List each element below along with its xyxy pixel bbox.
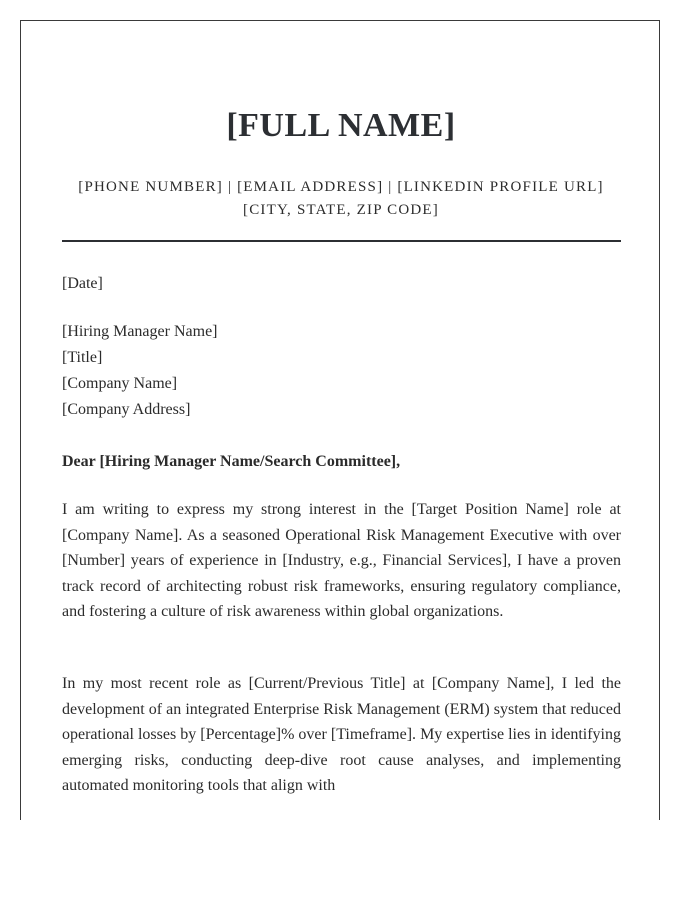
contact-line-primary: [PHONE NUMBER] | [EMAIL ADDRESS] | [LINKEDIN PROFILE URL] (78, 179, 604, 195)
body-paragraph-2: In my most recent role as [Current/Previous Title] at [Company Name], I led the development of an integrated Enterprise Risk Management (ERM) system that reduced operational losses by [Percentage]% over [Timeframe]. My expertise lies in identifying emerging risks, conducting deep-dive root cause analyses, and implementing automated monitoring tools that align with (62, 675, 621, 795)
recipient-name: [Hiring Manager Name] (62, 323, 218, 340)
contact-line-location: [CITY, STATE, ZIP CODE] (243, 202, 439, 218)
contact-info (21, 176, 660, 222)
letter-date: [Date] (62, 275, 103, 292)
document-page (20, 20, 660, 820)
recipient-title: [Title] (62, 349, 103, 366)
recipient-address: [Company Address] (62, 401, 191, 418)
recipient-block (62, 319, 621, 423)
salutation: Dear [Hiring Manager Name/Search Committee], (62, 453, 401, 470)
header-divider (62, 240, 621, 242)
body-paragraph-1: I am writing to express my strong interest in the [Target Position Name] role at [Company Name]. As a seasoned Operational Risk Management Executive with over [Number] years of experience in [Industry, e.g., Financial Services], I have a proven track record of architecting robust risk frameworks, ensuring regulatory compliance, and fostering a culture of risk awareness within global organizations. (62, 501, 621, 621)
recipient-company: [Company Name] (62, 375, 178, 392)
full-name-heading: [FULL NAME] (226, 107, 456, 144)
